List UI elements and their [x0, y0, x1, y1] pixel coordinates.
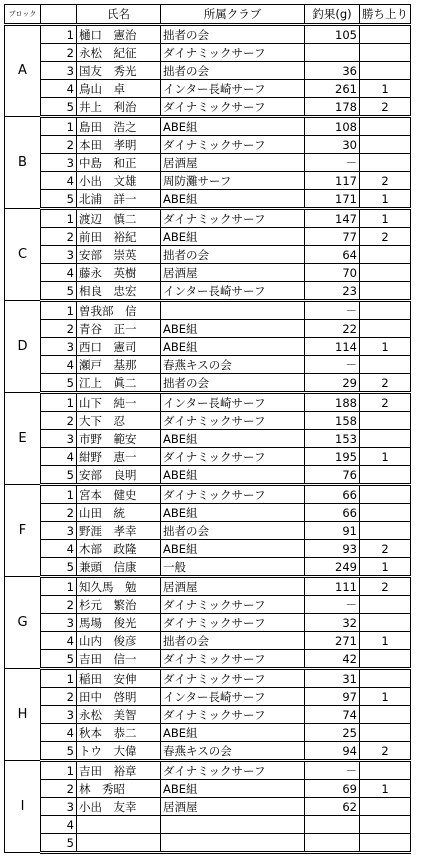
table-row — [5, 154, 411, 172]
table-row — [5, 485, 411, 504]
entry-number: 1 — [41, 301, 77, 320]
advance-rank: 1 — [360, 338, 411, 356]
advance-rank — [360, 62, 411, 80]
club-name: 拙者の会 — [161, 522, 305, 540]
club-name: ダイナミックサーフ — [161, 596, 305, 614]
block-label: G — [5, 577, 41, 669]
table-row — [5, 724, 411, 742]
table-row — [5, 62, 411, 80]
block-label: E — [5, 393, 41, 485]
angler-name: 吉田 信一 — [77, 650, 161, 669]
angler-name: 稲田 安伸 — [77, 669, 161, 688]
table-row — [5, 264, 411, 282]
table-row — [5, 136, 411, 154]
advance-rank — [360, 117, 411, 136]
angler-name: 知久馬 勉 — [77, 577, 161, 596]
club-name: インター長崎サーフ — [161, 688, 305, 706]
catch-weight: 42 — [305, 650, 360, 669]
catch-weight: 25 — [305, 724, 360, 742]
angler-name: 藤永 英樹 — [77, 264, 161, 282]
table-row — [5, 540, 411, 558]
entry-number: 4 — [41, 264, 77, 282]
catch-weight: 66 — [305, 504, 360, 522]
entry-number: 5 — [41, 374, 77, 393]
catch-weight: 153 — [305, 430, 360, 448]
club-name: ABE組 — [161, 430, 305, 448]
table-row — [5, 706, 411, 724]
advance-rank — [360, 669, 411, 688]
angler-name: 相良 忠宏 — [77, 282, 161, 301]
catch-weight: 178 — [305, 98, 360, 117]
entry-number: 5 — [41, 466, 77, 485]
club-name — [161, 301, 305, 320]
advance-rank: 2 — [360, 742, 411, 761]
table-row — [5, 98, 411, 117]
angler-name: 瀬戸 基那 — [77, 356, 161, 374]
angler-name: 馬場 俊光 — [77, 614, 161, 632]
entry-number: 2 — [41, 136, 77, 154]
angler-name: 樋口 憲治 — [77, 25, 161, 44]
angler-name: 北浦 詳一 — [77, 190, 161, 209]
table-row — [5, 558, 411, 577]
angler-name: 吉田 裕章 — [77, 761, 161, 780]
advance-rank — [360, 522, 411, 540]
entry-number: 3 — [41, 338, 77, 356]
advance-rank — [360, 504, 411, 522]
table-row — [5, 393, 411, 412]
advance-rank — [360, 834, 411, 853]
advance-rank — [360, 466, 411, 485]
entry-number: 5 — [41, 190, 77, 209]
entry-number: 2 — [41, 228, 77, 246]
catch-weight: － — [305, 596, 360, 614]
advance-rank — [360, 282, 411, 301]
block-label: F — [5, 485, 41, 577]
advance-rank — [360, 761, 411, 780]
club-name: ABE組 — [161, 228, 305, 246]
advance-rank: 1 — [360, 558, 411, 577]
catch-weight: 111 — [305, 577, 360, 596]
advance-rank: 2 — [360, 228, 411, 246]
catch-weight: 158 — [305, 412, 360, 430]
club-name: ダイナミックサーフ — [161, 209, 305, 228]
table-row — [5, 798, 411, 816]
entry-number: 4 — [41, 172, 77, 190]
table-row — [5, 117, 411, 136]
club-name: 拙者の会 — [161, 632, 305, 650]
advance-rank — [360, 706, 411, 724]
advance-rank — [360, 816, 411, 834]
table-row — [5, 430, 411, 448]
catch-weight: 195 — [305, 448, 360, 466]
block-label: C — [5, 209, 41, 301]
advance-rank: 1 — [360, 80, 411, 98]
entry-number: 1 — [41, 761, 77, 780]
catch-weight: 108 — [305, 117, 360, 136]
entry-number: 1 — [41, 669, 77, 688]
club-name: 拙者の会 — [161, 62, 305, 80]
table-row — [5, 650, 411, 669]
catch-weight: 249 — [305, 558, 360, 577]
catch-weight: 93 — [305, 540, 360, 558]
catch-weight: 77 — [305, 228, 360, 246]
angler-name: 杉元 繁治 — [77, 596, 161, 614]
catch-weight: 117 — [305, 172, 360, 190]
entry-number: 1 — [41, 577, 77, 596]
catch-weight: 188 — [305, 393, 360, 412]
entry-number: 5 — [41, 558, 77, 577]
angler-name: 中島 和正 — [77, 154, 161, 172]
advance-rank: 2 — [360, 540, 411, 558]
advance-rank — [360, 412, 411, 430]
angler-name: 永松 紀征 — [77, 44, 161, 62]
entry-number: 2 — [41, 320, 77, 338]
angler-name: 山田 統 — [77, 504, 161, 522]
angler-name: 大下 忍 — [77, 412, 161, 430]
block-label: H — [5, 669, 41, 761]
table-row — [5, 25, 411, 44]
club-name: ABE組 — [161, 724, 305, 742]
advance-rank — [360, 596, 411, 614]
table-row — [5, 504, 411, 522]
entry-number: 2 — [41, 44, 77, 62]
catch-weight: 76 — [305, 466, 360, 485]
angler-name: 江上 眞二 — [77, 374, 161, 393]
advance-rank: 1 — [360, 632, 411, 650]
advance-rank — [360, 356, 411, 374]
catch-weight: 36 — [305, 62, 360, 80]
club-name: 春燕キスの会 — [161, 742, 305, 761]
angler-name: 前田 裕紀 — [77, 228, 161, 246]
club-name: ダイナミックサーフ — [161, 761, 305, 780]
catch-weight: 66 — [305, 485, 360, 504]
header-row — [5, 5, 411, 25]
club-name: ABE組 — [161, 540, 305, 558]
table-row — [5, 282, 411, 301]
entry-number: 1 — [41, 209, 77, 228]
angler-name: 渡辺 慎二 — [77, 209, 161, 228]
catch-weight: 31 — [305, 669, 360, 688]
club-name: インター長崎サーフ — [161, 80, 305, 98]
angler-name: 安部 良明 — [77, 466, 161, 485]
table-row — [5, 688, 411, 706]
entry-number: 1 — [41, 25, 77, 44]
club-name: 一般 — [161, 558, 305, 577]
angler-name: 青谷 正一 — [77, 320, 161, 338]
entry-number: 5 — [41, 834, 77, 853]
catch-weight: － — [305, 154, 360, 172]
header-num — [41, 5, 77, 25]
club-name: ダイナミックサーフ — [161, 44, 305, 62]
block-label: B — [5, 117, 41, 209]
catch-weight: 64 — [305, 246, 360, 264]
angler-name: 西口 憲司 — [77, 338, 161, 356]
catch-weight: 91 — [305, 522, 360, 540]
entry-number: 4 — [41, 540, 77, 558]
entry-number: 3 — [41, 154, 77, 172]
header-name: 氏名 — [77, 5, 161, 25]
angler-name: 小出 友幸 — [77, 798, 161, 816]
entry-number: 2 — [41, 504, 77, 522]
advance-rank — [360, 136, 411, 154]
entry-number: 4 — [41, 816, 77, 834]
advance-rank — [360, 485, 411, 504]
entry-number: 2 — [41, 688, 77, 706]
advance-rank — [360, 430, 411, 448]
club-name: 春燕キスの会 — [161, 356, 305, 374]
advance-rank: 2 — [360, 393, 411, 412]
catch-weight: － — [305, 301, 360, 320]
club-name: ダイナミックサーフ — [161, 98, 305, 117]
angler-name: 山下 純一 — [77, 393, 161, 412]
angler-name: 秋本 恭二 — [77, 724, 161, 742]
club-name: 居酒屋 — [161, 264, 305, 282]
club-name: ダイナミックサーフ — [161, 485, 305, 504]
club-name: 周防灘サーフ — [161, 172, 305, 190]
entry-number: 1 — [41, 485, 77, 504]
block-label: A — [5, 25, 41, 117]
catch-weight: 62 — [305, 798, 360, 816]
entry-number: 3 — [41, 798, 77, 816]
angler-name: 小出 文雄 — [77, 172, 161, 190]
table-row — [5, 669, 411, 688]
advance-rank: 2 — [360, 172, 411, 190]
table-row — [5, 374, 411, 393]
catch-weight — [305, 816, 360, 834]
table-row — [5, 228, 411, 246]
results-table — [4, 4, 411, 854]
entry-number: 2 — [41, 412, 77, 430]
club-name: インター長崎サーフ — [161, 282, 305, 301]
club-name: ABE組 — [161, 117, 305, 136]
catch-weight: 32 — [305, 614, 360, 632]
header-weight: 釣果(g) — [305, 5, 360, 25]
club-name: ダイナミックサーフ — [161, 448, 305, 466]
table-row — [5, 80, 411, 98]
angler-name: 国友 秀光 — [77, 62, 161, 80]
advance-rank — [360, 154, 411, 172]
table-row — [5, 448, 411, 466]
angler-name: 野涯 孝幸 — [77, 522, 161, 540]
advance-rank — [360, 246, 411, 264]
header-club: 所属クラブ — [161, 5, 305, 25]
advance-rank: 2 — [360, 374, 411, 393]
entry-number: 4 — [41, 356, 77, 374]
angler-name: 山内 俊彦 — [77, 632, 161, 650]
angler-name: 宮本 健史 — [77, 485, 161, 504]
catch-weight: 22 — [305, 320, 360, 338]
advance-rank — [360, 614, 411, 632]
advance-rank — [360, 44, 411, 62]
advance-rank — [360, 650, 411, 669]
table-row — [5, 301, 411, 320]
club-name: 居酒屋 — [161, 577, 305, 596]
block-label: D — [5, 301, 41, 393]
catch-weight: 97 — [305, 688, 360, 706]
table-row — [5, 780, 411, 798]
angler-name: 安部 崇英 — [77, 246, 161, 264]
club-name: ダイナミックサーフ — [161, 650, 305, 669]
header-block: ブロック — [5, 5, 41, 25]
catch-weight: － — [305, 356, 360, 374]
club-name: ダイナミックサーフ — [161, 614, 305, 632]
angler-name: 本田 孝明 — [77, 136, 161, 154]
club-name: ABE組 — [161, 320, 305, 338]
table-row — [5, 44, 411, 62]
table-row — [5, 172, 411, 190]
entry-number: 3 — [41, 614, 77, 632]
club-name: ABE組 — [161, 338, 305, 356]
angler-name: トウ 大偉 — [77, 742, 161, 761]
angler-name: 井上 利治 — [77, 98, 161, 117]
table-row — [5, 596, 411, 614]
table-row — [5, 522, 411, 540]
catch-weight: 271 — [305, 632, 360, 650]
table-row — [5, 614, 411, 632]
entry-number: 2 — [41, 780, 77, 798]
entry-number: 4 — [41, 724, 77, 742]
results-body — [5, 25, 411, 853]
club-name: 居酒屋 — [161, 154, 305, 172]
club-name: 拙者の会 — [161, 246, 305, 264]
advance-rank: 1 — [360, 780, 411, 798]
catch-weight — [305, 834, 360, 853]
angler-name: 市野 範安 — [77, 430, 161, 448]
angler-name: 永松 美智 — [77, 706, 161, 724]
catch-weight: 23 — [305, 282, 360, 301]
table-row — [5, 632, 411, 650]
catch-weight: 29 — [305, 374, 360, 393]
entry-number: 5 — [41, 742, 77, 761]
club-name: 拙者の会 — [161, 25, 305, 44]
entry-number: 3 — [41, 246, 77, 264]
catch-weight: 147 — [305, 209, 360, 228]
club-name: 拙者の会 — [161, 374, 305, 393]
catch-weight: － — [305, 761, 360, 780]
table-row — [5, 816, 411, 834]
advance-rank — [360, 724, 411, 742]
entry-number: 3 — [41, 706, 77, 724]
catch-weight: 94 — [305, 742, 360, 761]
entry-number: 3 — [41, 430, 77, 448]
club-name: ABE組 — [161, 780, 305, 798]
club-name: ダイナミックサーフ — [161, 706, 305, 724]
club-name: ダイナミックサーフ — [161, 136, 305, 154]
club-name: ダイナミックサーフ — [161, 669, 305, 688]
catch-weight: 171 — [305, 190, 360, 209]
catch-weight: 74 — [305, 706, 360, 724]
catch-weight: 70 — [305, 264, 360, 282]
angler-name — [77, 834, 161, 853]
club-name: インター長崎サーフ — [161, 393, 305, 412]
catch-weight: 105 — [305, 25, 360, 44]
advance-rank: 2 — [360, 98, 411, 117]
angler-name: 島田 浩之 — [77, 117, 161, 136]
entry-number: 1 — [41, 393, 77, 412]
advance-rank — [360, 798, 411, 816]
table-row — [5, 761, 411, 780]
angler-name: 鳥山 卓 — [77, 80, 161, 98]
club-name: ABE組 — [161, 504, 305, 522]
entry-number: 5 — [41, 98, 77, 117]
entry-number: 4 — [41, 632, 77, 650]
entry-number: 3 — [41, 62, 77, 80]
advance-rank: 1 — [360, 209, 411, 228]
advance-rank: 1 — [360, 190, 411, 209]
entry-number: 2 — [41, 596, 77, 614]
table-row — [5, 834, 411, 853]
angler-name: 兼頭 信康 — [77, 558, 161, 577]
club-name: 居酒屋 — [161, 798, 305, 816]
entry-number: 5 — [41, 282, 77, 301]
angler-name: 木部 政隆 — [77, 540, 161, 558]
table-row — [5, 412, 411, 430]
table-row — [5, 577, 411, 596]
advance-rank — [360, 25, 411, 44]
table-row — [5, 466, 411, 485]
table-row — [5, 742, 411, 761]
angler-name — [77, 816, 161, 834]
entry-number: 3 — [41, 522, 77, 540]
table-row — [5, 356, 411, 374]
advance-rank: 1 — [360, 448, 411, 466]
entry-number: 4 — [41, 448, 77, 466]
block-label: I — [5, 761, 41, 853]
catch-weight: 69 — [305, 780, 360, 798]
catch-weight: 261 — [305, 80, 360, 98]
advance-rank — [360, 264, 411, 282]
club-name: ABE組 — [161, 466, 305, 485]
club-name: ダイナミックサーフ — [161, 412, 305, 430]
advance-rank: 2 — [360, 577, 411, 596]
table-row — [5, 246, 411, 264]
advance-rank — [360, 320, 411, 338]
angler-name: 紺野 恵一 — [77, 448, 161, 466]
angler-name: 田中 啓明 — [77, 688, 161, 706]
club-name — [161, 816, 305, 834]
catch-weight: 114 — [305, 338, 360, 356]
catch-weight: 30 — [305, 136, 360, 154]
table-row — [5, 320, 411, 338]
catch-weight — [305, 44, 360, 62]
table-row — [5, 209, 411, 228]
club-name — [161, 834, 305, 853]
angler-name: 曽我部 信 — [77, 301, 161, 320]
entry-number: 1 — [41, 117, 77, 136]
angler-name: 林 秀昭 — [77, 780, 161, 798]
advance-rank — [360, 301, 411, 320]
advance-rank: 1 — [360, 688, 411, 706]
entry-number: 5 — [41, 650, 77, 669]
club-name: ABE組 — [161, 190, 305, 209]
table-row — [5, 338, 411, 356]
header-wins: 勝ち上り — [360, 5, 411, 25]
table-row — [5, 190, 411, 209]
entry-number: 4 — [41, 80, 77, 98]
